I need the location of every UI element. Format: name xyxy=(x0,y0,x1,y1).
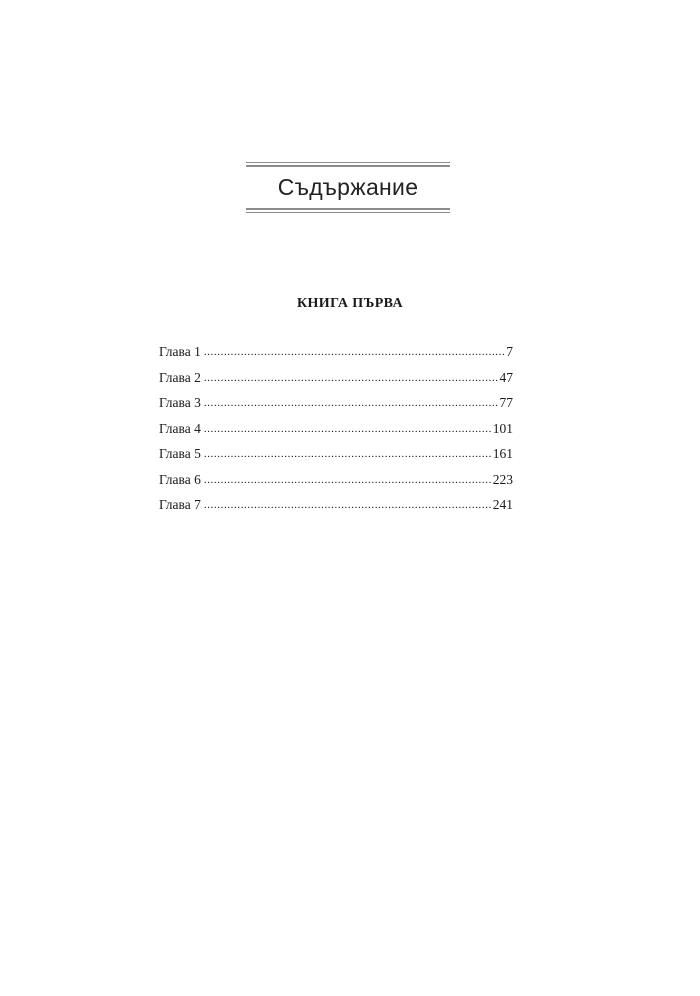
toc-entry-chapter-6[interactable] xyxy=(159,472,513,498)
toc-entry-chapter-1[interactable] xyxy=(159,344,513,370)
toc-entry-page: 101 xyxy=(492,420,513,436)
title-rule-top-thick xyxy=(246,165,450,167)
toc-dot-leader xyxy=(204,369,499,385)
title-block xyxy=(246,162,450,214)
toc-dot-leader xyxy=(204,496,492,512)
toc-entry-page: 241 xyxy=(492,497,513,512)
toc-dot-leader xyxy=(204,343,505,359)
toc-entry-chapter-2[interactable] xyxy=(159,370,513,396)
toc-entry-label: Глава 1 xyxy=(159,344,201,359)
toc-entry-label: Глава 4 xyxy=(159,420,201,436)
toc-entry-chapter-5[interactable] xyxy=(159,446,513,472)
title-rule-bottom-thick xyxy=(246,208,450,210)
toc-dot-leader xyxy=(204,445,492,461)
page-title: Съдържание xyxy=(277,174,419,200)
toc-entry-label: Глава 6 xyxy=(159,471,201,487)
toc-entry-page: 47 xyxy=(499,369,513,385)
toc-entry-page: 77 xyxy=(499,395,513,410)
toc-entry-label: Глава 7 xyxy=(159,497,201,512)
toc-entry-page: 7 xyxy=(506,344,513,359)
toc-dot-leader xyxy=(204,471,492,487)
toc-dot-leader xyxy=(204,394,499,410)
title-rule-top-thin xyxy=(246,162,450,163)
toc-entry-page: 223 xyxy=(492,471,513,487)
toc-dot-leader xyxy=(204,420,492,436)
toc-entry-page: 161 xyxy=(492,446,513,461)
toc-entry-chapter-7[interactable] xyxy=(159,497,513,523)
toc-entry-label: Глава 5 xyxy=(159,446,201,461)
book-heading: КНИГА ПЪРВА xyxy=(296,296,404,311)
toc-entry-label: Глава 2 xyxy=(159,369,201,385)
toc-entry-label: Глава 3 xyxy=(159,395,201,410)
table-of-contents xyxy=(159,344,513,523)
title-rule-bottom-thin xyxy=(246,212,450,213)
toc-entry-chapter-3[interactable] xyxy=(159,395,513,421)
toc-entry-chapter-4[interactable] xyxy=(159,421,513,447)
